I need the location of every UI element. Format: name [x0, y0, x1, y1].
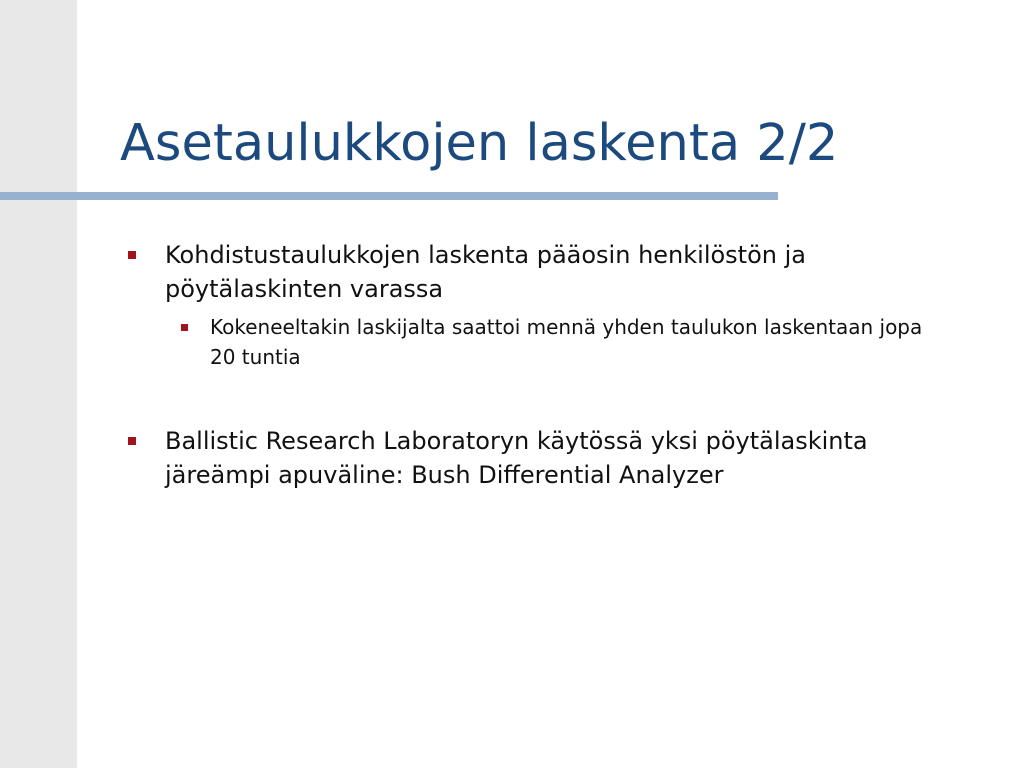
- title-underline-rule: [0, 192, 778, 200]
- square-bullet-icon: [128, 251, 136, 259]
- sub-bullet-item: [165, 312, 948, 372]
- bullet-item: [128, 238, 948, 306]
- bullet-text: Kohdistustaulukkojen laskenta pääosin henkilöstön ja pöytälaskinten varassa: [165, 241, 806, 303]
- square-bullet-icon: [128, 437, 136, 445]
- square-bullet-icon: [181, 324, 188, 331]
- bullet-item: [128, 424, 948, 492]
- sub-bullet-text: Kokeneeltakin laskijalta saattoi mennä yhden taulukon laskentaan jopa 20 tuntia: [210, 315, 923, 369]
- slide-title: Asetaulukkojen laskenta 2/2: [120, 114, 839, 173]
- slide-content: [128, 238, 948, 492]
- bullet-text: Ballistic Research Laboratoryn käytössä yksi pöytälaskinta järeämpi apuväline: Bush Differential Analyzer: [165, 427, 868, 489]
- left-band-decoration: [0, 0, 77, 768]
